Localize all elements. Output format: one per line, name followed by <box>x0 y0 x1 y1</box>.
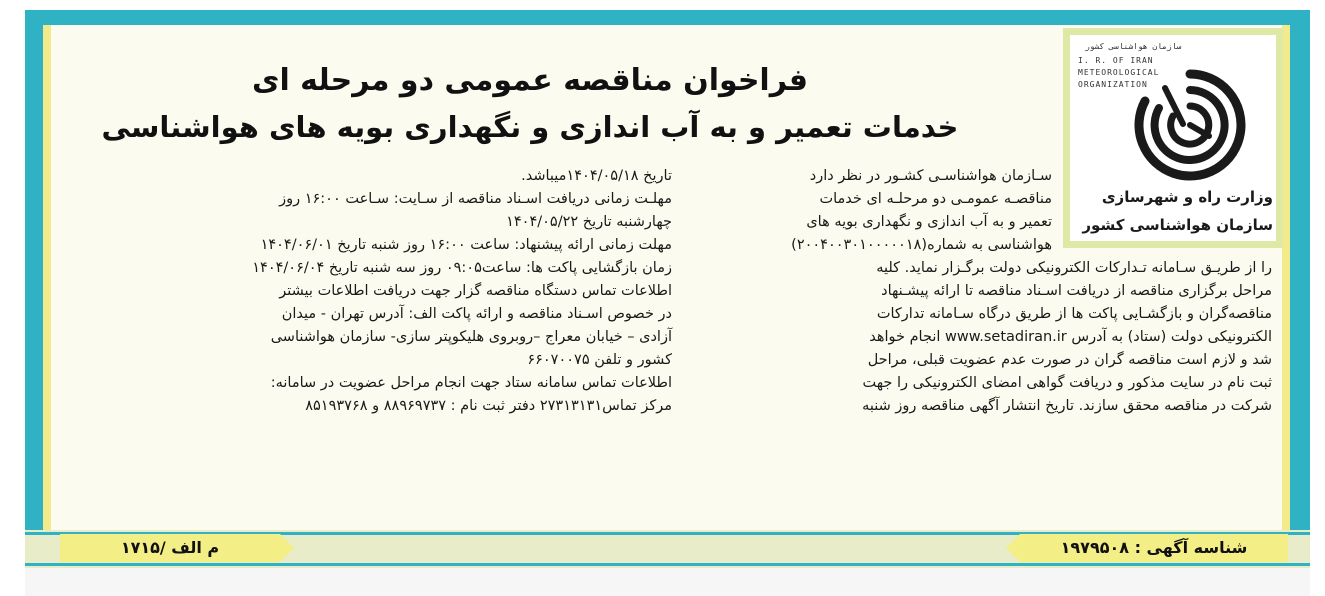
ad-id-tag: شناسه آگهی : ۱۹۷۹۵۰۸ <box>1020 534 1288 562</box>
logo-caption-line: METEOROLOGICAL <box>1078 68 1160 77</box>
reference-code-tag: م الف /۱۷۱۵ <box>60 534 280 562</box>
text-line: آزادی – خیابان معراج –روبروی هلیکوپتر سازی- سازمان هواشناسی <box>270 329 672 345</box>
frame-inner-right <box>1282 25 1290 530</box>
headline-tender: فراخوان مناقصه عمومی دو مرحله ای <box>251 63 809 98</box>
text-line: سـازمان هواشناسـی کشـور در نظر دارد <box>809 168 1052 184</box>
text-line: را از طریـق سـامانه تـدارکات الکترونیکی دولت برگـزار نماید. کلیه <box>876 260 1272 276</box>
frame-top-border <box>25 10 1310 25</box>
ministry-name: وزارت راه و شهرسازی <box>1101 188 1273 206</box>
frame-right-border <box>1290 10 1310 540</box>
logo-caption-line: ORGANIZATION <box>1078 80 1148 89</box>
text-line: ثبت نام در سایت مذکور و دریافت گواهی امضای الکترونیکی را جهت <box>862 375 1272 391</box>
frame-inner-left <box>43 25 51 530</box>
text-line: مهلت زمانی ارائه پیشنهاد: ساعت ۱۶:۰۰ روز شنبه تاریخ ۱۴۰۴/۰۶/۰۱ <box>260 237 672 253</box>
frame-left-border <box>25 10 43 540</box>
text-line: در خصوص اسـناد مناقصه و ارائه پاکت الف: آدرس تهران - میدان <box>281 306 672 322</box>
meteorological-organization-logo-icon <box>1131 66 1249 184</box>
logo-caption-line: I. R. OF IRAN <box>1078 56 1154 65</box>
footer-line-bottom <box>25 563 1310 566</box>
headline-service: خدمات تعمیر و به آب اندازی و نگهداری بویه های هواشناسی <box>101 110 959 144</box>
text-line: هواشناسی به شماره(۲۰۰۴۰۰۳۰۱۰۰۰۰۰۱۸) <box>791 237 1052 253</box>
text-line: اطلاعات تماس سامانه ستاد جهت انجام مراحل عضویت در سامانه: <box>270 375 672 391</box>
text-line: تاریخ ۱۴۰۴/۰۵/۱۸میباشد. <box>521 168 672 184</box>
right-column-text <box>682 165 1052 257</box>
text-line: مراحل برگزاری مناقصه از دریافت اسـناد مناقصه تا ارائه پیشـنهاد <box>881 283 1272 299</box>
organization-name: سازمان هواشناسی کشور <box>1082 216 1273 234</box>
text-line: زمان بازگشایی پاکت ها: ساعت۰۹:۰۵ روز سه شنبه تاریخ ۱۴۰۴/۰۶/۰۴ <box>252 260 672 276</box>
text-line: الکترونیکی دولت (ستاد) به آدرس www.setadiran.ir انجام خواهد <box>869 329 1272 345</box>
main-column-text <box>682 257 1272 418</box>
bottom-margin <box>25 568 1310 596</box>
text-line: تعمیر و به آب اندازی و نگهداری بویه های <box>806 214 1052 230</box>
text-line: مرکز تماس۲۷۳۱۳۱۳۱ دفتر ثبت نام : ۸۸۹۶۹۷۳۷ و ۸۵۱۹۳۷۶۸ <box>305 398 672 414</box>
text-line: مناقصـه عمومـی دو مرحلـه ای خدمات <box>819 191 1052 207</box>
text-line: چهارشنبه تاریخ ۱۴۰۴/۰۵/۲۲ <box>506 214 672 230</box>
logo-caption-line: سازمان هواشناسی کشور <box>1085 42 1182 51</box>
text-line: مهلـت زمانی دریافت اسـناد مناقصه از سـایت: سـاعت ۱۶:۰۰ روز <box>279 191 672 207</box>
text-line: مناقصه‌گران و بازگشـایی پاکت ها از طریق درگاه سـامانه تدارکات <box>876 306 1272 322</box>
text-line: کشور و تلفن ۶۶۰۷۰۰۷۵ <box>527 352 672 368</box>
text-line: شرکت در مناقصه محقق سازند. تاریخ انتشار آگهی مناقصه روز شنبه <box>862 398 1272 414</box>
left-column-text <box>62 165 672 418</box>
text-line: شد و لازم است مناقصه گران در صورت عدم عضویت قبلی، مراحل <box>867 352 1272 368</box>
text-line: اطلاعات تماس دستگاه مناقصه گزار جهت دریافت اطلاعات بیشتر <box>279 283 672 299</box>
